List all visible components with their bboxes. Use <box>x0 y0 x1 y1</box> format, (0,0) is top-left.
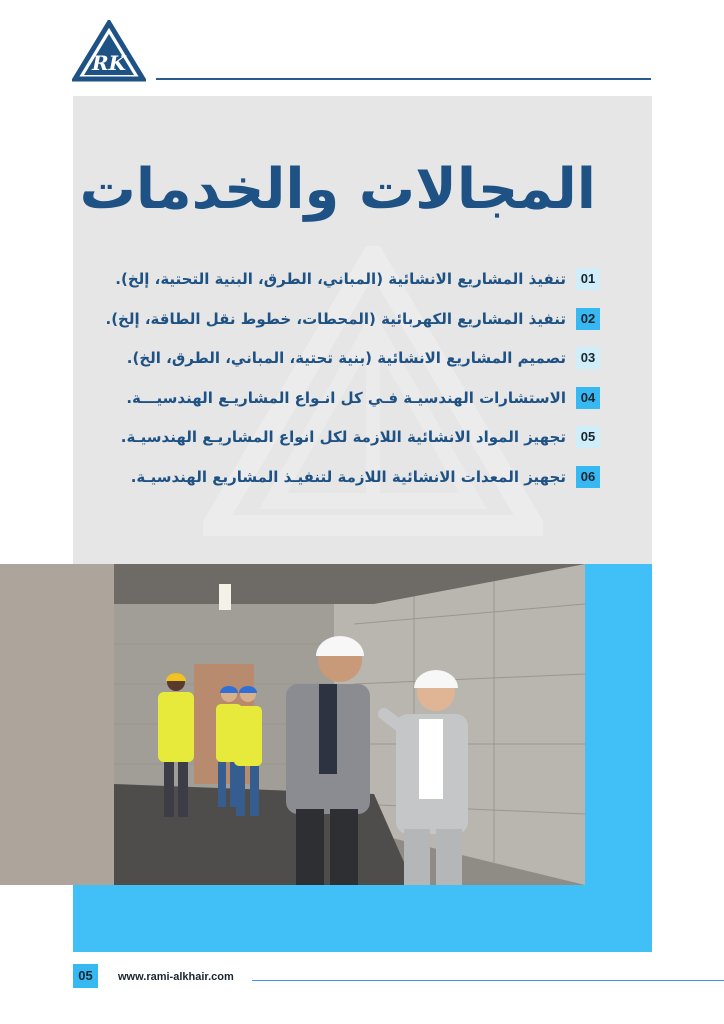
service-item <box>100 426 600 450</box>
service-text: تجهيز المواد الانشائية اللازمة لكل انواع المشاريـع الهندسيـة. <box>120 428 566 446</box>
service-number-badge: 06 <box>576 466 600 488</box>
logo-monogram: RK <box>91 51 127 75</box>
website-link[interactable]: www.rami-alkhair.com <box>118 971 234 983</box>
header-divider <box>156 78 651 80</box>
service-number-badge: 01 <box>576 268 600 290</box>
service-text: الاستشارات الهندسيـة فـي كل انـواع المشاريـع الهندسيـــة. <box>126 389 566 407</box>
service-text: تجهيز المعدات الانشائية اللازمة لتنفيـذ المشاريع الهندسيـة. <box>130 468 566 486</box>
engineers-photo <box>114 564 585 885</box>
service-number-badge: 04 <box>576 387 600 409</box>
service-number-badge: 03 <box>576 347 600 369</box>
page-number: 05 <box>73 964 98 988</box>
taupe-accent-block <box>0 564 114 885</box>
footer-divider <box>252 980 724 981</box>
service-item <box>100 387 600 411</box>
service-item <box>100 466 600 490</box>
page-title: المجالات والخدمات <box>79 157 596 222</box>
service-number-badge: 05 <box>576 426 600 448</box>
service-item <box>100 268 600 292</box>
company-logo <box>72 20 146 82</box>
service-item <box>100 347 600 371</box>
service-number-badge: 02 <box>576 308 600 330</box>
service-text: تنفيذ المشاريع الانشائية (المباني، الطرق، البنية التحتية، إلخ). <box>115 270 566 288</box>
service-text: تنفيذ المشاريع الكهربائية (المحطات، خطوط نقل الطاقة، إلخ). <box>105 310 566 328</box>
service-text: تصميم المشاريع الانشائية (بنية تحتية، المباني، الطرق، الخ). <box>126 349 566 367</box>
service-item <box>100 308 600 332</box>
